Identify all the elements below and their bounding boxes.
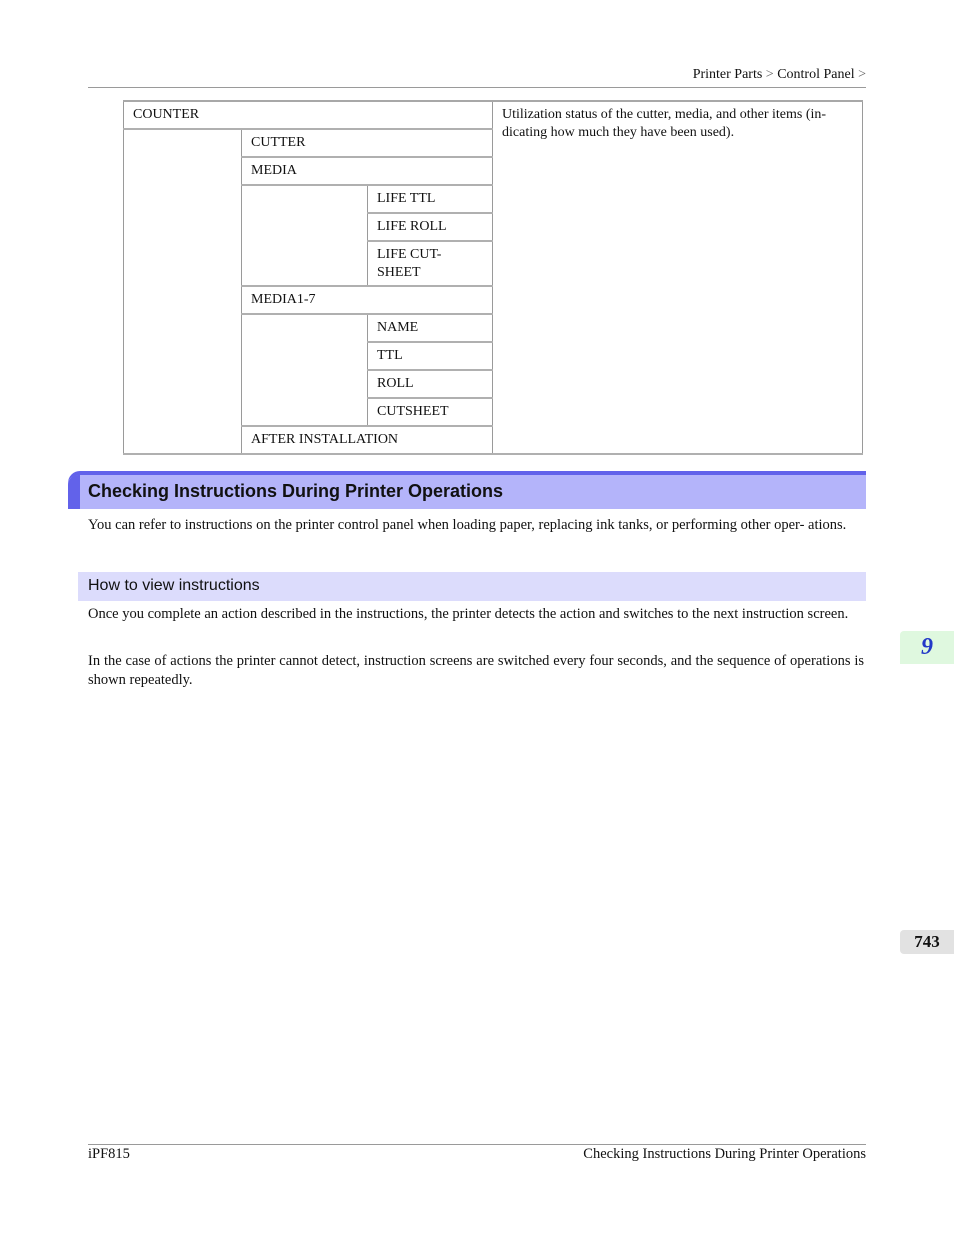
menu-cell-life-roll: LIFE ROLL <box>368 213 493 241</box>
subsection-paragraph-1: Once you complete an action described in the instructions, the printer detects the action and switches to the next instruction screen. <box>88 606 849 622</box>
menu-cell-media: MEDIA <box>242 157 493 185</box>
menu-cell-cutsheet: CUTSHEET <box>368 398 493 426</box>
section-heading-accent <box>68 475 80 509</box>
breadcrumb-item[interactable]: Printer Parts <box>692 67 763 82</box>
empty-cell <box>124 129 242 454</box>
footer-divider <box>88 1144 866 1145</box>
header-divider <box>88 87 866 88</box>
breadcrumb-separator: > <box>765 67 774 82</box>
menu-cell-counter: COUNTER <box>124 101 493 129</box>
subsection-title: How to view instructions <box>88 577 260 594</box>
menu-cell-life-ttl: LIFE TTL <box>368 185 493 213</box>
subsection-paragraph-2: In the case of actions the printer cannot detect, instruction screens are switched every four seconds, and the sequence of operations is shown repeatedly. <box>88 653 864 688</box>
menu-cell-ttl: TTL <box>368 342 493 370</box>
breadcrumb <box>693 67 866 83</box>
empty-cell <box>242 314 368 426</box>
footer-section-title: Checking Instructions During Printer Operations <box>583 1146 866 1162</box>
section-title: Checking Instructions During Printer Operations <box>88 481 504 501</box>
menu-cell-name: NAME <box>368 314 493 342</box>
footer-model: iPF815 <box>88 1146 130 1162</box>
chapter-tab[interactable]: 9 <box>900 631 954 664</box>
section-intro-paragraph: You can refer to instructions on the printer control panel when loading paper, replacing ink tanks, or performing other oper- ations. <box>88 517 847 533</box>
menu-cell-cutter: CUTTER <box>242 129 493 157</box>
menu-description: Utilization status of the cutter, media, and other items (in- dicating how much they have been used). <box>493 101 863 454</box>
breadcrumb-separator: > <box>858 67 866 82</box>
counter-menu-table <box>123 100 863 455</box>
menu-cell-life-cutsheet: LIFE CUT- SHEET <box>368 241 493 286</box>
breadcrumb-item[interactable]: Control Panel <box>777 67 855 82</box>
empty-cell <box>242 185 368 286</box>
table-row <box>124 101 863 129</box>
menu-cell-after-installation: AFTER INSTALLATION <box>242 426 493 454</box>
page-number-tab: 743 <box>900 930 954 954</box>
menu-cell-media1-7: MEDIA1-7 <box>242 286 493 314</box>
menu-cell-roll: ROLL <box>368 370 493 398</box>
